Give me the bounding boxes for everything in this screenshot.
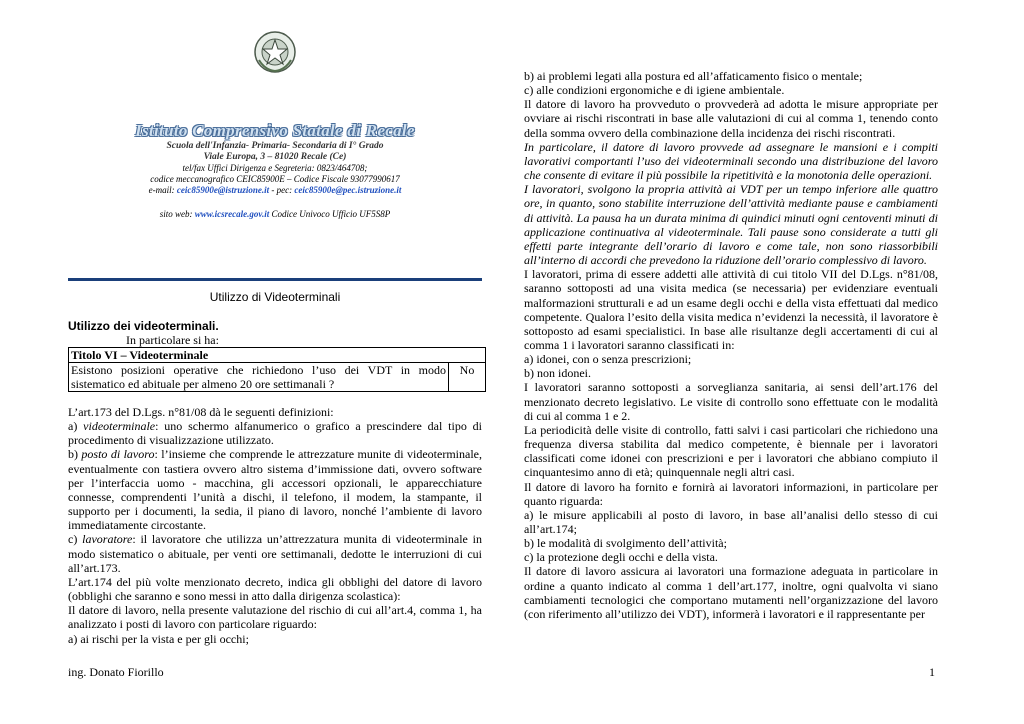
right-paragraph: Il datore di lavoro ha fornito e fornirà ai lavoratori informazioni, in particolare per quanto riguarda:: [524, 479, 938, 508]
right-paragraph: c) alle condizioni ergonomiche e di igiene ambientale.: [524, 83, 785, 98]
left-paragraph: [68, 447, 482, 532]
web-label: sito web:: [159, 209, 195, 219]
definition-text: : uno schermo alfanumerico o grafico a prescindere dal tipo di procedimento di visualizzazione utilizzato.: [68, 419, 482, 448]
right-paragraph: b) ai problemi legati alla postura ed all’affaticamento fisico o mentale;: [524, 69, 863, 83]
right-column-text: [524, 69, 938, 621]
school-phone: tel/fax Uffici Dirigenza e Segreteria: 0823/464708;: [182, 163, 368, 173]
pec-label: - pec:: [269, 185, 295, 195]
definition-text: : l’insieme che comprende le attrezzature munite di videoterminale, eventualmente con tastiera ovvero altro sistema d’immissione dati, ovvero software per l’interfaccia uomo - macchina, gli accessori opzionali, le apparecchiature connesse, comprendenti l’unità a dischi, il telefono, il modem, la stampante, il supporto per i documenti, la sedia, il piano di lavoro, nonché l’ambiente di lavoro immediatamente circostante.: [68, 447, 482, 533]
left-paragraph: Il datore di lavoro, nella presente valutazione del rischio di cui all’art.4, comma 1, ha analizzato i posti di lavoro con particolare riguardo:: [68, 603, 482, 632]
definition-text: : il lavoratore che utilizza un’attrezzatura munita di videoterminale in modo sistematico o abituale, per venti ore settimanali, dedotte le interruzioni di cui all’art.173.: [68, 532, 482, 575]
school-contacts: [68, 185, 482, 196]
definition-prefix: b): [68, 447, 82, 462]
email-link[interactable]: ceic85900e@istruzione.it: [176, 185, 270, 195]
left-paragraph: [68, 532, 482, 574]
right-paragraph: La periodicità delle visite di controllo, fatti salvi i casi particolari che richiedono una frequenza diversa stabilita dal medico competente, è biennale per i lavoratori classificati come idonei con prescrizioni e per i lavoratori che abbiano compiuto il cinquantesimo anno di età; quinquennale negli altri casi.: [524, 422, 938, 480]
right-paragraph: c) la protezione degli occhi e della vista.: [524, 550, 718, 565]
left-paragraph: L’art.174 del più volte menzionato decreto, indica gli obblighi del datore di lavoro (obblighi che saranno e sono messi in atto dalla dirigenza scolastica):: [68, 574, 482, 604]
definition-term: lavoratore: [82, 532, 133, 547]
footer-author: ing. Donato Fiorillo: [68, 665, 164, 679]
document-title: Utilizzo di Videoterminali: [209, 290, 341, 304]
section-lead: In particolare si ha:: [126, 333, 219, 347]
italian-republic-emblem-icon: [253, 30, 297, 74]
header-divider: [68, 278, 482, 281]
left-paragraph: [68, 419, 482, 447]
right-paragraph: I lavoratori saranno sottoposti a sorveglianza sanitaria, ai sensi dell’art.176 del menzionato decreto legislativo. Le visite di controllo sono effettuate con le modalità di cui al comma 1 e 2.: [524, 380, 938, 423]
definition-term: posto di lavoro: [81, 447, 155, 462]
vdt-table: [68, 347, 486, 392]
definition-term: videoterminale: [83, 419, 156, 434]
right-paragraph: I lavoratori, prima di essere addetti alle attività di cui titolo VII del D.Lgs. n°81/08, saranno sottoposti ad una visita medica (se necessaria) per evidenziare eventuali malformazioni strutturali e ad un esame degli occhi e della vista effettuati dal medico competente. Qualora l’esito della visita medica n’evidenzi la necessità, il lavoratore è sottoposto ad esami specialistici. In base alle risultanze degli accertamenti di cui al comma 1 i lavoratori saranno classificati in:: [524, 267, 938, 352]
right-paragraph: I lavoratori, svolgono la propria attività ai VDT per un tempo inferiore alle quattro ore, in quanto, sono stabilite interruzione dell’attività mediante pause e cambiamenti di attività. La pausa ha un durata minima di quindici minuti ogni centoventi minuti di applicazione continuativa al videoterminale. Tali pause sono considerate a tutti gli effetti parte integrante dell’orario di lavoro e come tale, non sono riassorbibili all’interno di accordi che prevedono la riduzione dell’orario complessivo di lavoro.: [524, 182, 938, 268]
school-website: [68, 209, 482, 220]
definition-prefix: c): [68, 532, 83, 547]
right-paragraph: b) non idonei.: [524, 366, 591, 381]
right-paragraph: a) le misure applicabili al posto di lavoro, in base all’analisi dello stesso di cui all’art.174;: [524, 507, 938, 536]
vdt-table-header: Titolo VI – Videoterminale: [69, 348, 486, 363]
right-paragraph: a) idonei, con o senza prescrizioni;: [524, 352, 692, 367]
unique-office-code: Codice Univoco Ufficio UF5S8P: [269, 209, 391, 219]
school-levels: Scuola dell'Infanzia- Primaria- Secondaria di I° Grado: [166, 141, 384, 151]
school-codes: codice meccanografico CEIC85900E – Codice Fiscale 93077990617: [150, 174, 400, 184]
left-paragraph: a) ai rischi per la vista e per gli occhi;: [68, 631, 249, 646]
left-column-text: [68, 405, 482, 646]
right-paragraph: b) le modalità di svolgimento dell’attività;: [524, 536, 727, 551]
right-paragraph: In particolare, il datore di lavoro provvede ad assegnare le mansioni e i compiti lavorativi comportanti l’uso dei videoterminali secondo una distribuzione del lavoro che consente di evitare il più possibile la ripetitività e la monotonia delle operazioni.: [524, 139, 938, 183]
vdt-table-answer: No: [449, 363, 486, 392]
pec-link[interactable]: ceic85900e@pec.istruzione.it: [294, 185, 402, 195]
section-subtitle: Utilizzo dei videoterminali.: [68, 319, 219, 333]
left-paragraph: L’art.173 del D.Lgs. n°81/08 dà le seguenti definizioni:: [68, 405, 334, 419]
right-paragraph: Il datore di lavoro assicura ai lavoratori una formazione adeguata in particolare in ordine a quanto indicato al comma 1 dell’art.177, inoltre, ogni qualvolta vi siano cambiamenti tecnologici che comportano mutamenti nell’organizzazione del lavoro (con riferimento all’utilizzo dei VDT), informerà i lavoratori e il rappresentante per: [524, 564, 938, 621]
right-paragraph: Il datore di lavoro ha provveduto o provvederà ad adotta le misure appropriate per ovviare ai rischi riscontrati in base alle valutazioni di cui al comma 1, tenendo conto della somma ovvero della combinazione della incidenza dei rischi riscontrati.: [524, 97, 938, 140]
email-label: e-mail:: [148, 185, 177, 195]
school-name: Istituto Comprensivo Statale di Recale: [135, 121, 415, 140]
page-number: 1: [929, 665, 935, 679]
definition-prefix: a): [68, 419, 84, 434]
website-link[interactable]: www.icsrecale.gov.it: [194, 209, 270, 219]
vdt-table-question: Esistono posizioni operative che richiedono l’uso dei VDT in modo sistematico ed abituale per almeno 20 ore settimanali ?: [69, 363, 449, 392]
school-address: Viale Europa, 3 – 81020 Recale (Ce): [203, 152, 347, 162]
